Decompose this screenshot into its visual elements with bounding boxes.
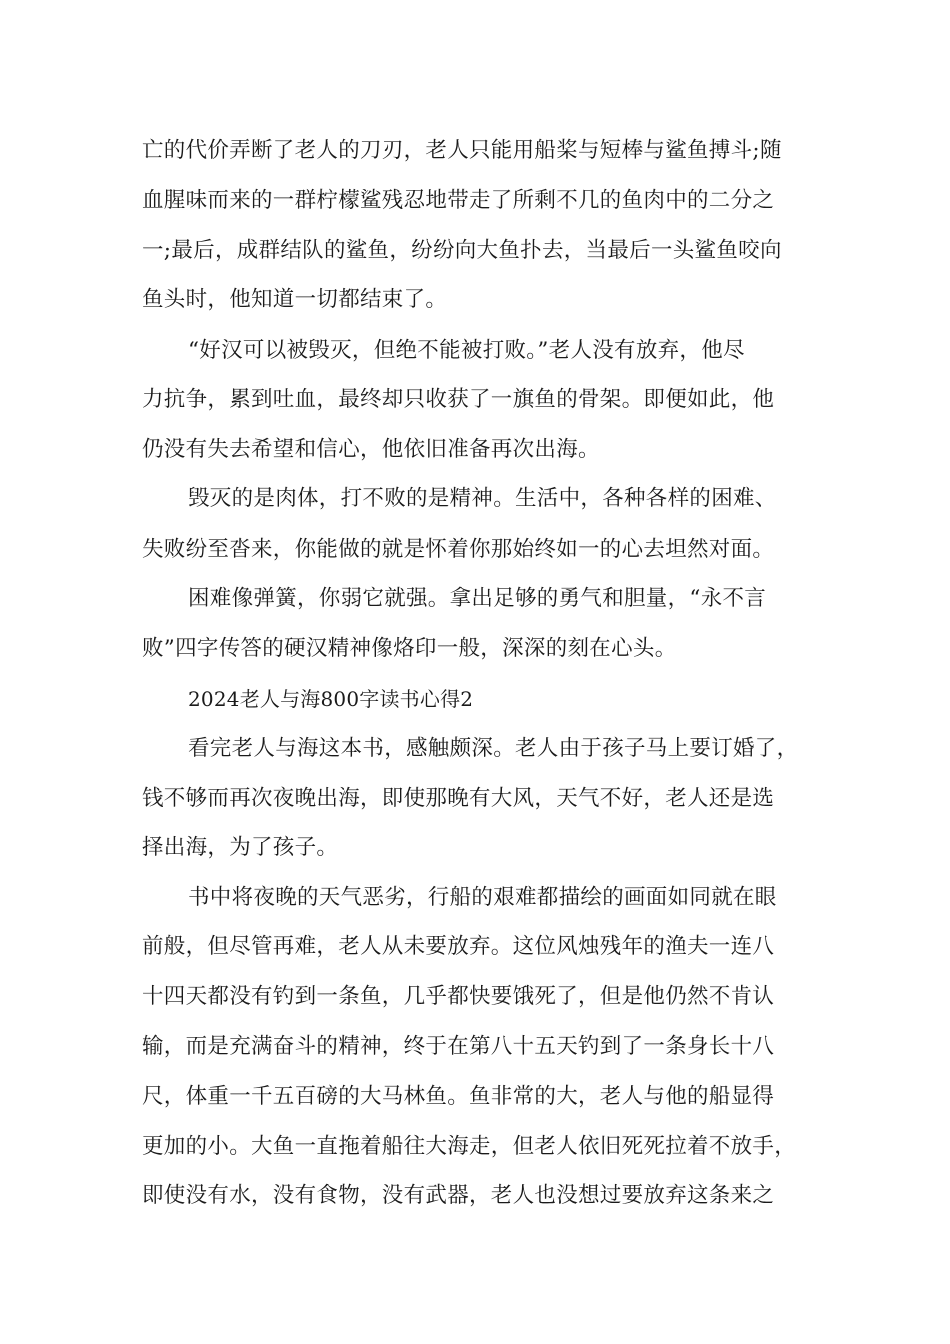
text-line: 钱不够而再次夜晚出海，即使那晚有大风，天气不好，老人还是选 xyxy=(142,786,775,811)
text-line: 毁灭的是肉体，打不败的是精神。生活中，各种各样的困难、 xyxy=(188,486,777,511)
text-line: 失败纷至沓来，你能做的就是怀着你那始终如一的心去坦然对面。 xyxy=(142,537,775,562)
text-line: 败”四字传答的硬汉精神像烙印一般，深深的刻在心头。 xyxy=(142,636,677,661)
text-line: 仍没有失去希望和信心，他依旧准备再次出海。 xyxy=(142,437,600,462)
text-line: 前般，但尽管再难，老人从未要放弃。这位风烛残年的渔夫一连八 xyxy=(142,934,775,959)
text-line: 更加的小。大鱼一直拖着船往大海走，但老人依旧死死拉着不放手， xyxy=(142,1134,797,1159)
text-line: 困难像弹簧，你弱它就强。拿出足够的勇气和胆量，“永不言 xyxy=(188,586,767,611)
text-line: 十四天都没有钓到一条鱼，几乎都快要饿死了，但是他仍然不肯认 xyxy=(142,984,775,1009)
text-line: 即使没有水，没有食物，没有武器，老人也没想过要放弃这条来之 xyxy=(142,1183,775,1208)
text-line: 血腥味而来的一群柠檬鲨残忍地带走了所剩不几的鱼肉中的二分之 xyxy=(142,188,775,213)
text-line: 一;最后，成群结队的鲨鱼，纷纷向大鱼扑去，当最后一头鲨鱼咬向 xyxy=(142,238,782,263)
text-line: 鱼头时，他知道一切都结束了。 xyxy=(142,287,448,312)
text-line: 书中将夜晚的天气恶劣，行船的艰难都描绘的画面如同就在眼 xyxy=(188,885,777,910)
text-line: 看完老人与海这本书，感触颇深。老人由于孩子马上要订婚了， xyxy=(188,736,799,761)
text-line: 亡的代价弄断了老人的刀刃，老人只能用船桨与短棒与鲨鱼搏斗;随 xyxy=(142,138,782,163)
text-line: 尺，体重一千五百磅的大马林鱼。鱼非常的大，老人与他的船显得 xyxy=(142,1084,775,1109)
section-heading: 2024老人与海800字读书心得2 xyxy=(188,687,474,711)
text-line: 输，而是充满奋斗的精神，终于在第八十五天钓到了一条身长十八 xyxy=(142,1034,775,1059)
text-line: 择出海，为了孩子。 xyxy=(142,835,339,860)
text-line: 力抗争，累到吐血，最终却只收获了一旗鱼的骨架。即便如此，他 xyxy=(142,387,775,412)
text-line: “好汉可以被毁灭，但绝不能被打败。”老人没有放弃，他尽 xyxy=(188,338,745,363)
